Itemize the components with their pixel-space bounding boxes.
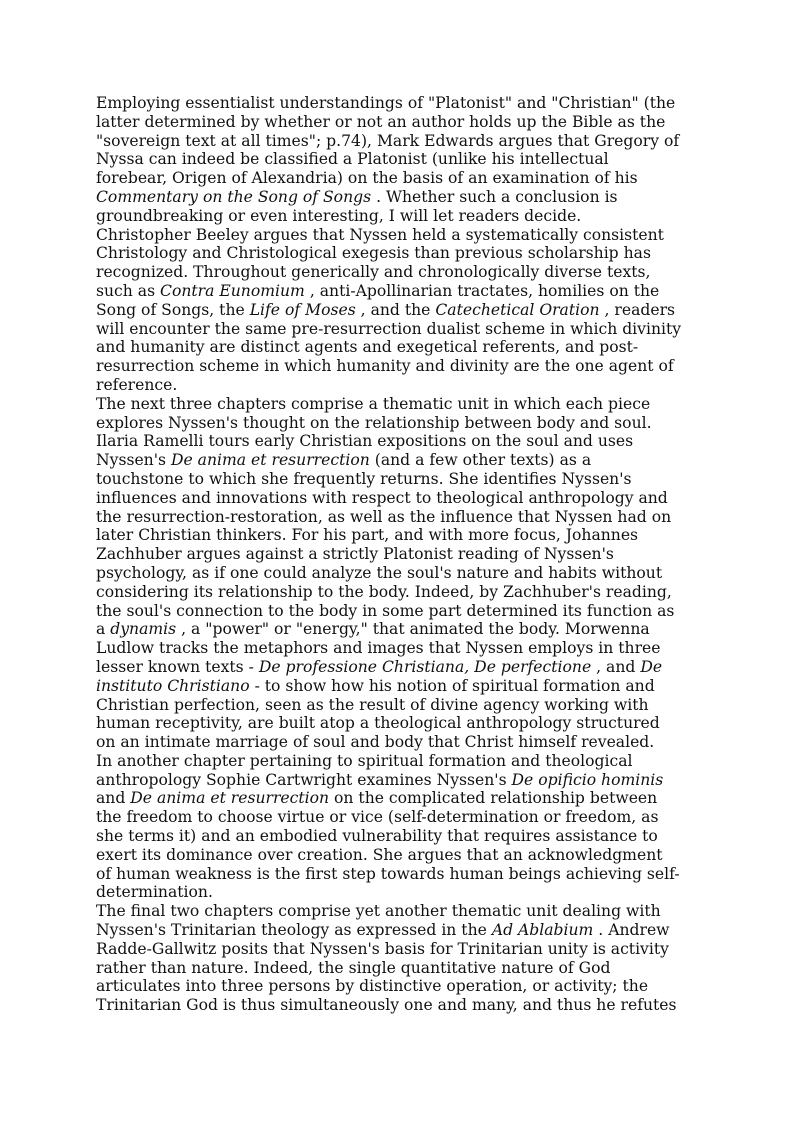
text-run: the resurrection-restoration, as well as the influence that Nyssen had on [96,507,672,526]
text-run: . Andrew [593,921,670,940]
text-line [96,94,710,113]
text-run: reference. [96,375,178,394]
italic-title: instituto Christiano [96,676,250,695]
text-run: human receptivity, are built atop a theological anthropology structured [96,714,660,733]
text-run: Nyssen's [96,451,171,470]
text-run: anthropology Sophie Cartwright examines Nyssen's [96,770,512,789]
text-line [96,414,710,433]
italic-title: Commentary on the Song of Songs [96,187,372,206]
text-run: (and a few other texts) as a [369,451,592,470]
text-run: exert its dominance over creation. She argues that an acknowledgment [96,845,663,864]
text-run: lesser known texts - [96,657,259,676]
text-run: In another chapter pertaining to spiritual formation and theological [96,751,633,770]
italic-title: De professione Christiana, De perfectione [258,657,592,676]
text-line [96,282,710,301]
text-line [96,620,710,639]
text-line [96,320,710,339]
text-run: influences and innovations with respect to theological anthropology and [96,488,668,507]
text-line [96,658,710,677]
italic-title: Contra Eunomium [160,281,305,300]
text-line [96,470,710,489]
text-run: Ludlow tracks the metaphors and images that Nyssen employs in three [96,639,661,658]
text-line [96,395,710,414]
text-line [96,169,710,188]
text-line [96,696,710,715]
text-line [96,150,710,169]
italic-title: dynamis [110,620,177,639]
italic-title: De [640,657,663,676]
text-run: on the complicated relationship between [329,789,658,808]
text-run: rather than nature. Indeed, the single quantitative nature of God [96,958,611,977]
text-run: recognized. Throughout generically and chronologically diverse texts, [96,263,651,282]
text-line [96,451,710,470]
text-run: of human weakness is the first step towards human beings achieving self- [96,864,680,883]
text-run: Song of Songs, the [96,300,250,319]
paragraph [96,94,710,395]
text-run: resurrection scheme in which humanity and divinity are the one agent of [96,357,674,376]
text-line [96,883,710,902]
text-run: the freedom to choose virtue or vice (self-determination or freedom, as [96,808,659,827]
text-run: Employing essentialist understandings of "Platonist" and "Christian" (the [96,94,676,112]
text-line [96,207,710,226]
text-run: "sovereign text at all times"; p.74), Mark Edwards argues that Gregory of [96,131,680,150]
text-line [96,432,710,451]
text-line [96,902,710,921]
text-line [96,508,710,527]
text-run: will encounter the same pre-resurrection dualist scheme in which divinity [96,319,682,338]
text-run: Zachhuber argues against a strictly Platonist reading of Nyssen's [96,545,614,564]
text-line [96,677,710,696]
text-line [96,602,710,621]
text-run: Ilaria Ramelli tours early Christian expositions on the soul and uses [96,432,634,451]
text-line [96,714,710,733]
text-line [96,865,710,884]
text-line [96,226,710,245]
text-line [96,789,710,808]
text-line [96,357,710,376]
text-line [96,376,710,395]
paragraph [96,902,710,1015]
text-line [96,132,710,151]
text-run: Radde-Gallwitz posits that Nyssen's basis for Trinitarian unity is activity [96,939,669,958]
italic-title: De anima et resurrection [130,789,330,808]
text-line [96,827,710,846]
text-line [96,489,710,508]
text-run: the soul's connection to the body in some part determined its function as [96,601,675,620]
text-line [96,846,710,865]
text-run: , anti-Apollinarian tractates, homilies on the [304,281,660,300]
text-run: latter determined by whether or not an author holds up the Bible as the [96,112,666,131]
text-line [96,959,710,978]
text-run: Nyssa can indeed be classified a Platonist (unlike his intellectual [96,150,609,169]
text-line [96,752,710,771]
text-line [96,996,710,1015]
text-run: and [96,789,131,808]
text-run: - to show how his notion of spiritual formation and [249,676,655,695]
italic-title: Catechetical Oration [435,300,600,319]
text-run: , a "power" or "energy," that animated the body. Morwenna [176,620,650,639]
text-run: determination. [96,883,213,902]
text-line [96,188,710,207]
text-line [96,639,710,658]
text-run: , and the [355,300,436,319]
text-run: , and [591,657,641,676]
text-line [96,113,710,132]
text-line [96,921,710,940]
text-run: touchstone to which she frequently returns. She identifies Nyssen's [96,469,632,488]
italic-title: Life of Moses [249,300,356,319]
text-run: explores Nyssen's thought on the relationship between body and soul. [96,413,652,432]
document-page [96,94,710,1015]
text-run: groundbreaking or even interesting, I will let readers decide. [96,206,582,225]
text-run: a [96,620,111,639]
text-line [96,338,710,357]
text-run: Christian perfection, seen as the result of divine agency working with [96,695,649,714]
text-run: The final two chapters comprise yet another thematic unit dealing with [96,902,661,921]
text-line [96,301,710,320]
italic-title: De anima et resurrection [170,451,370,470]
text-line [96,526,710,545]
text-run: Nyssen's Trinitarian theology as expressed in the [96,921,492,940]
text-run: such as [96,281,161,300]
text-run: forebear, Origen of Alexandria) on the basis of an examination of his [96,169,638,188]
paragraph [96,395,710,903]
text-run: on an intimate marriage of soul and body that Christ himself revealed. [96,733,655,752]
text-run: . Whether such a conclusion is [371,187,618,206]
text-run: later Christian thinkers. For his part, and with more focus, Johannes [96,526,639,545]
text-line [96,545,710,564]
italic-title: Ad Ablabium [491,921,594,940]
text-line [96,564,710,583]
text-line [96,977,710,996]
text-run: The next three chapters comprise a thematic unit in which each piece [96,394,651,413]
text-run: and humanity are distinct agents and exegetical referents, and post- [96,338,639,357]
text-run: articulates into three persons by distinctive operation, or activity; the [96,977,649,996]
text-line [96,733,710,752]
text-run: considering its relationship to the body. Indeed, by Zachhuber's reading, [96,582,672,601]
text-run: she terms it) and an embodied vulnerability that requires assistance to [96,827,658,846]
text-run: Trinitarian God is thus simultaneously one and many, and thus he refutes [96,996,677,1015]
italic-title: De opificio hominis [511,770,664,789]
text-line [96,808,710,827]
text-line [96,771,710,790]
text-run: Christopher Beeley argues that Nyssen held a systematically consistent [96,225,664,244]
text-run: psychology, as if one could analyze the soul's nature and habits without [96,563,663,582]
text-line [96,940,710,959]
text-line [96,244,710,263]
text-line [96,583,710,602]
text-run: , readers [599,300,676,319]
text-line [96,263,710,282]
text-run: Christology and Christological exegesis than previous scholarship has [96,244,651,263]
